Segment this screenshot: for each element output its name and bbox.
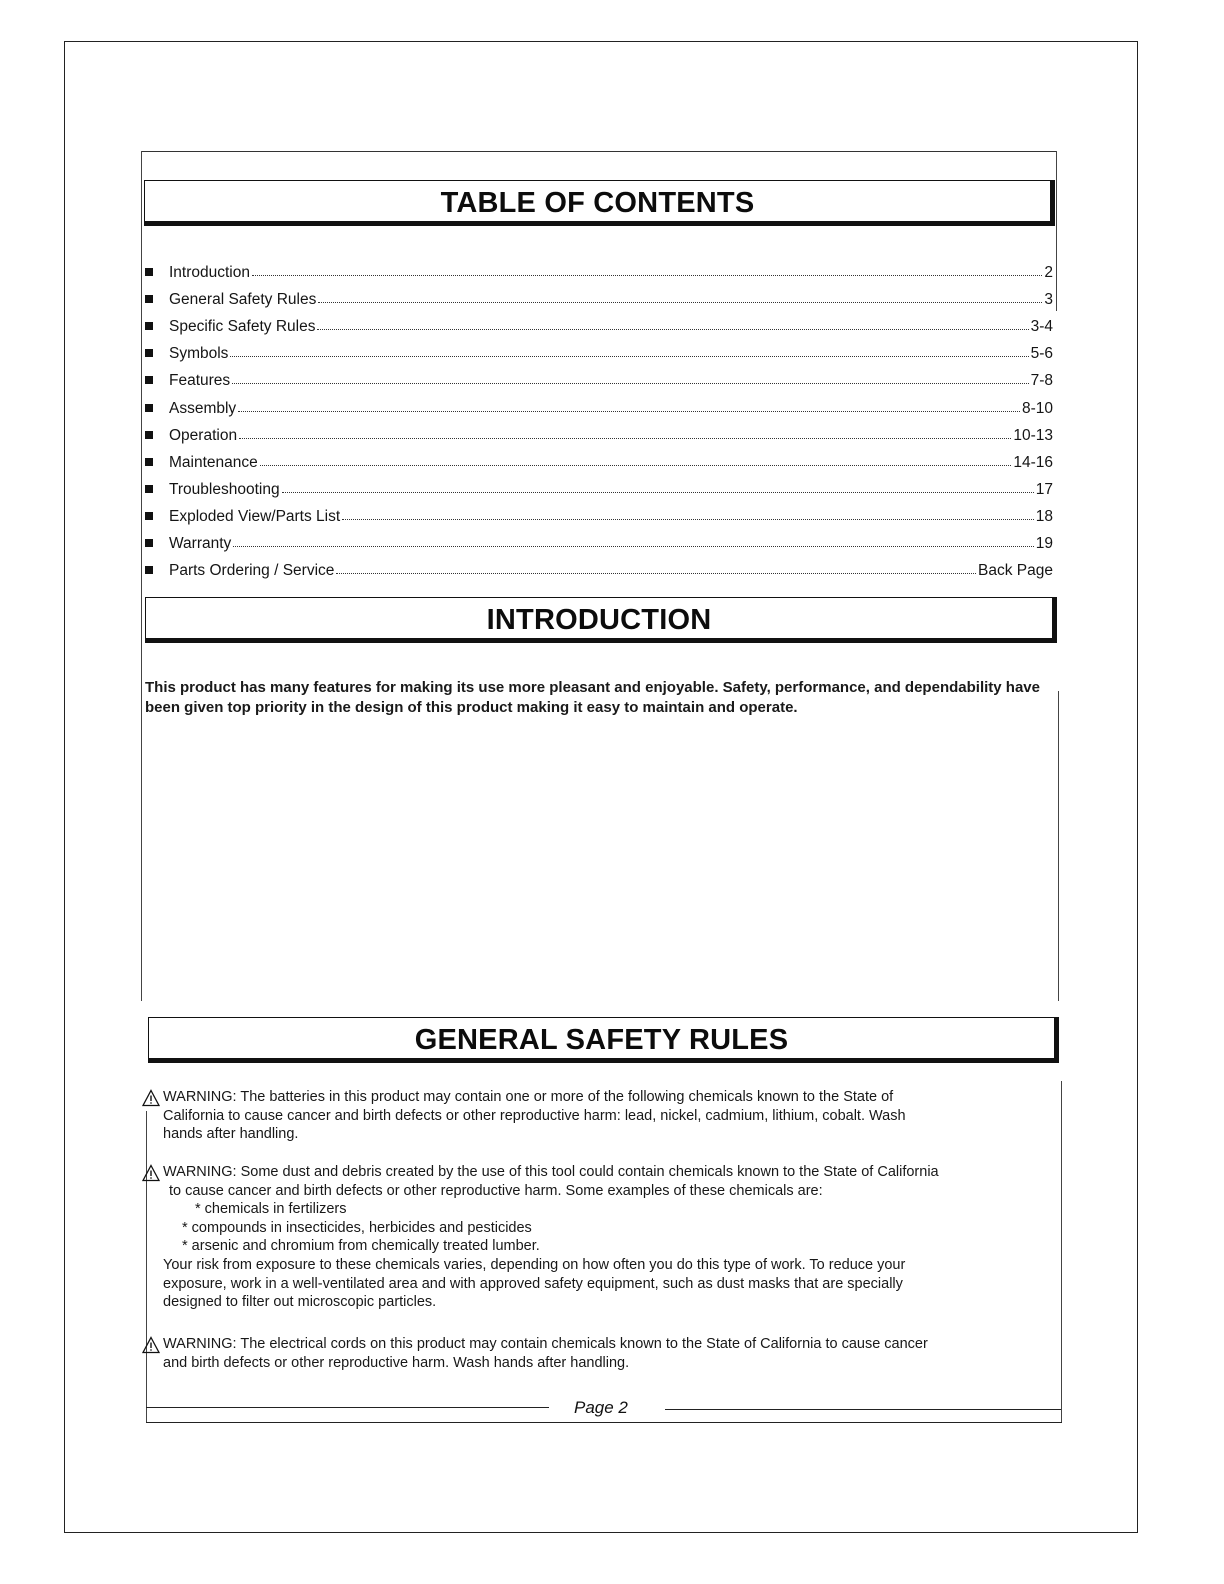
footer-rule-right xyxy=(665,1409,1061,1410)
bullet-icon xyxy=(145,322,153,330)
bullet-icon xyxy=(145,512,153,520)
introduction-text: This product has many features for making its use more pleasant and enjoyable. Safety, performance, and dependability have been given top priority in the design of this product making it easy to maintain and operate. xyxy=(145,679,1040,716)
toc-list xyxy=(143,255,1053,580)
dot-leader xyxy=(318,302,1042,303)
toc-item-page: 18 xyxy=(1035,507,1053,525)
toc-item-page: 14-16 xyxy=(1013,453,1053,471)
toc-item-features[interactable] xyxy=(143,363,1053,390)
warning-batteries xyxy=(141,1088,1055,1144)
left-rule xyxy=(141,151,142,1001)
toc-item-maintenance[interactable] xyxy=(143,445,1053,472)
toc-item-label: Symbols xyxy=(169,345,229,363)
dot-leader xyxy=(252,275,1042,276)
toc-item-page: 3-4 xyxy=(1030,318,1053,336)
bullet-icon xyxy=(145,268,153,276)
dot-leader xyxy=(238,411,1020,412)
dot-leader xyxy=(336,573,976,574)
general-safety-header xyxy=(148,1017,1059,1063)
toc-item-operation[interactable] xyxy=(143,418,1053,445)
toc-item-page: 19 xyxy=(1035,535,1053,553)
toc-item-label: Operation xyxy=(169,426,238,444)
bullet-icon xyxy=(145,485,153,493)
toc-item-assembly[interactable] xyxy=(143,390,1053,417)
right-rule-toc xyxy=(1056,151,1057,311)
bullet-icon xyxy=(145,349,153,357)
dot-leader xyxy=(342,519,1034,520)
toc-item-page: 2 xyxy=(1044,264,1053,282)
warning-line: exposure, work in a well-ventilated area and with approved safety equipment, such as dust masks that are specially xyxy=(163,1275,903,1292)
dot-leader xyxy=(260,465,1012,466)
toc-item-page: 10-13 xyxy=(1013,426,1053,444)
toc-item-label: Exploded View/Parts List xyxy=(169,507,341,525)
dot-leader xyxy=(230,356,1028,357)
warning-line: designed to filter out microscopic particles. xyxy=(163,1294,437,1311)
bullet-icon xyxy=(145,566,153,574)
introduction-title: INTRODUCTION xyxy=(486,604,712,636)
bullet-icon xyxy=(145,458,153,466)
toc-item-specific-safety-rules[interactable] xyxy=(143,309,1053,336)
warning-line: WARNING: The electrical cords on this product may contain chemicals known to the State of California to cause cancer xyxy=(163,1336,928,1352)
warning-line: hands after handling. xyxy=(163,1126,299,1143)
toc-item-exploded-view[interactable] xyxy=(143,499,1053,526)
toc-title: TABLE OF CONTENTS xyxy=(440,187,755,219)
toc-item-label: Assembly xyxy=(169,399,237,417)
toc-item-page: 5-6 xyxy=(1030,345,1053,363)
right-rule-intro xyxy=(1058,691,1059,1001)
warning-line: California to cause cancer and birth defects or other reproductive harm: lead, nickel, cadmium, lithium, cobalt. Wash xyxy=(163,1107,906,1124)
dot-leader xyxy=(232,383,1028,384)
toc-item-page: 3 xyxy=(1044,291,1053,309)
dot-leader xyxy=(239,438,1011,439)
toc-item-label: Maintenance xyxy=(169,453,258,471)
warning-line: to cause cancer and birth defects or other reproductive harm. Some examples of these chemicals are: xyxy=(169,1182,823,1199)
warning-triangle-icon xyxy=(142,1164,160,1182)
right-rule-safety xyxy=(1061,1081,1062,1423)
warning-triangle-icon xyxy=(142,1336,160,1354)
toc-item-page: Back Page xyxy=(978,562,1053,580)
toc-item-parts-ordering[interactable] xyxy=(143,553,1053,580)
manual-page xyxy=(141,151,1059,1423)
bullet-icon xyxy=(145,404,153,412)
warning-dust xyxy=(141,1163,1055,1312)
toc-item-symbols[interactable] xyxy=(143,336,1053,363)
bullet-icon xyxy=(145,431,153,439)
bullet-icon xyxy=(145,376,153,384)
toc-item-warranty[interactable] xyxy=(143,526,1053,553)
page-number: Page 2 xyxy=(574,1398,628,1417)
warning-triangle-icon xyxy=(142,1089,160,1107)
warning-cords xyxy=(141,1335,1055,1372)
dot-leader xyxy=(282,492,1034,493)
toc-item-page: 17 xyxy=(1035,480,1053,498)
warning-bullet: * arsenic and chromium from chemically treated lumber. xyxy=(182,1238,540,1255)
toc-item-label: Specific Safety Rules xyxy=(169,318,316,336)
toc-item-label: Parts Ordering / Service xyxy=(169,562,335,580)
toc-item-label: Introduction xyxy=(169,264,250,282)
warning-bullet: * compounds in insecticides, herbicides and pesticides xyxy=(182,1219,532,1236)
top-rule xyxy=(141,151,1057,152)
toc-item-introduction[interactable] xyxy=(143,255,1053,282)
toc-item-troubleshooting[interactable] xyxy=(143,472,1053,499)
bullet-icon xyxy=(145,295,153,303)
bullet-icon xyxy=(145,539,153,547)
toc-item-page: 8-10 xyxy=(1021,399,1053,417)
warning-line: and birth defects or other reproductive harm. Wash hands after handling. xyxy=(163,1354,630,1371)
toc-item-general-safety-rules[interactable] xyxy=(143,282,1053,309)
toc-header xyxy=(144,180,1055,226)
toc-item-label: Features xyxy=(169,372,231,390)
toc-item-page: 7-8 xyxy=(1030,372,1053,390)
dot-leader xyxy=(317,329,1028,330)
warning-bullet: * chemicals in fertilizers xyxy=(195,1201,347,1218)
general-safety-title: GENERAL SAFETY RULES xyxy=(414,1024,789,1056)
introduction-header xyxy=(145,597,1057,643)
warning-line: WARNING: Some dust and debris created by the use of this tool could contain chemicals known to the State of California xyxy=(163,1164,939,1180)
warning-line: Your risk from exposure to these chemicals varies, depending on how often you do this type of work. To reduce your xyxy=(163,1256,906,1273)
toc-item-label: Troubleshooting xyxy=(169,480,280,498)
toc-item-label: General Safety Rules xyxy=(169,291,317,309)
warning-line: WARNING: The batteries in this product may contain one or more of the following chemicals known to the State of xyxy=(163,1089,894,1105)
toc-item-label: Warranty xyxy=(169,535,232,553)
footer-rule-left xyxy=(146,1407,549,1408)
dot-leader xyxy=(233,546,1033,547)
bottom-rule xyxy=(146,1422,1062,1423)
